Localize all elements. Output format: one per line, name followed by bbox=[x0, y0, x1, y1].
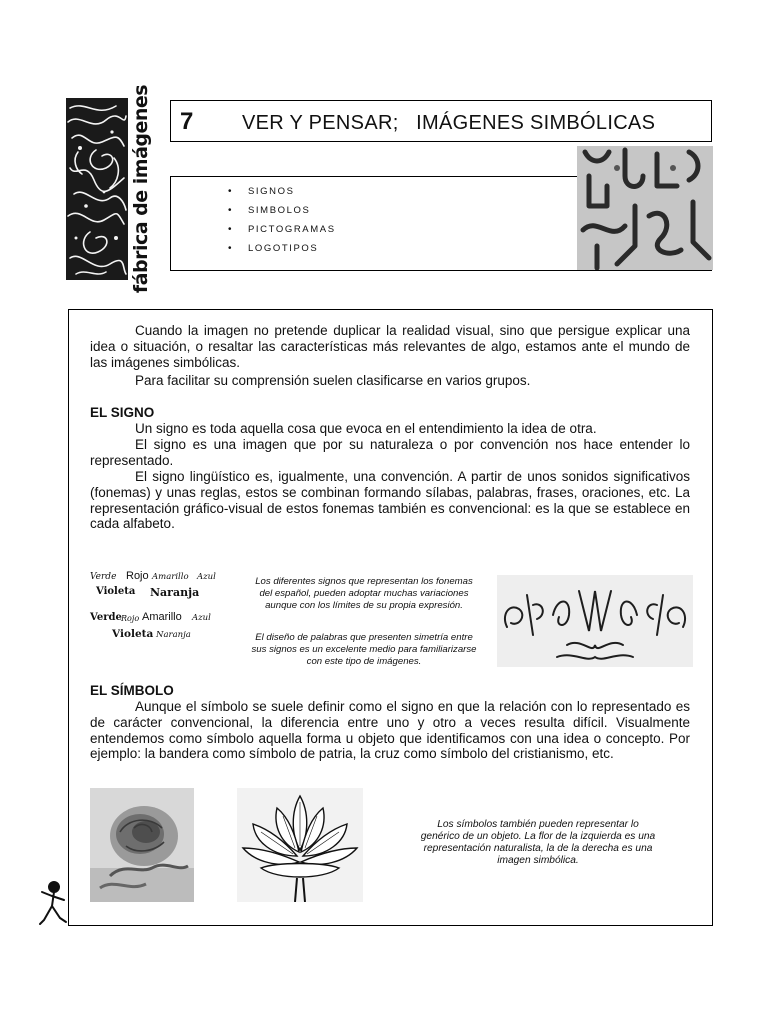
simbolo-caption: Los símbolos también pueden representar lo genérico de un objeto. La flor de la izquierda es una representación naturalista, la de la derecha es una imagen simbólica. bbox=[420, 819, 656, 866]
section-heading-simbolo: EL SÍMBOLO bbox=[90, 683, 174, 698]
sample-word: Amarillo bbox=[152, 572, 189, 582]
chapter-title: VER Y PENSAR; IMÁGENES SIMBÓLICAS bbox=[242, 112, 656, 134]
signo-paragraph-2: El signo es una imagen que por su naturaleza o por convención nos hace entender lo representado. bbox=[90, 437, 690, 468]
sample-word: Verde bbox=[90, 612, 122, 623]
signo-caption-2: El diseño de palabras que presenten simetría entre sus signos es un excelente medio para familiarizarse con este tipo de imágenes. bbox=[251, 632, 477, 667]
intro-paragraph-2: Para facilitar su comprensión suelen clasificarse en varios grupos. bbox=[135, 373, 531, 388]
vertical-title-text: fábrica de imágenes bbox=[130, 84, 152, 294]
rose-photo-image bbox=[90, 788, 194, 902]
lotus-engraving-image bbox=[237, 788, 363, 902]
topic-item: • PICTOGRAMAS bbox=[228, 220, 336, 239]
sample-word: Verde bbox=[90, 572, 117, 582]
abstract-painting-image bbox=[577, 146, 713, 270]
sample-word: Azul bbox=[192, 613, 211, 623]
sample-word: Naranja bbox=[150, 586, 200, 599]
signo-paragraph-1: Un signo es toda aquella cosa que evoca en el entendimiento la idea de otra. bbox=[135, 421, 597, 436]
chapter-number: 7 bbox=[180, 108, 194, 135]
signo-paragraph-3: El signo lingüístico es, igualmente, una convención. A partir de unos sonidos significativos (fonemas) y unas reglas, estos se combinan formando sílabas, palabras, frases, oraciones, etc. La representación gráfico-visual de estos fonemas también es convencional: es la que se establece en cada alfabeto. bbox=[90, 469, 690, 532]
intro-paragraph-1: Cuando la imagen no pretende duplicar la realidad visual, sino que persigue explicar una idea o situación, o resaltar las características más relevantes de algo, estamos ante el mundo de las imágenes simbólicas. bbox=[90, 323, 690, 370]
topic-item: • SIMBOLOS bbox=[228, 201, 336, 220]
topic-item: • SIGNOS bbox=[228, 182, 336, 201]
typographic-samples bbox=[90, 570, 218, 642]
vertical-book-title bbox=[124, 84, 158, 294]
decorative-pattern-image bbox=[66, 98, 128, 280]
sample-word: Violeta bbox=[96, 586, 136, 597]
topics-list bbox=[228, 182, 336, 258]
sample-word: Naranja bbox=[156, 630, 191, 640]
sample-word: Rojo bbox=[126, 570, 149, 582]
sample-word: Amarillo bbox=[142, 611, 182, 623]
human-figure-icon bbox=[38, 880, 70, 926]
simbolo-paragraph-1: Aunque el símbolo se suele definir como el signo en que la relación con lo representado es de carácter convencional, la diferencia entre uno y otro a veces resulta difícil. Visualmente entendemos como símbolo aquella forma u objeto que identificamos con una idea o concepto. Por ejemplo: la bandera como símbolo de patria, la cruz como símbolo del cristianismo, etc. bbox=[90, 699, 690, 762]
symmetric-lettering-image bbox=[497, 575, 693, 667]
sample-word: Violeta bbox=[112, 628, 154, 640]
sample-word: Rojo bbox=[121, 614, 140, 623]
topic-item: • LOGOTIPOS bbox=[228, 239, 336, 258]
signo-caption-1: Los diferentes signos que representan los fonemas del español, pueden adoptar muchas variaciones aunque con los límites de su propia expresión. bbox=[255, 576, 473, 611]
section-heading-signo: EL SIGNO bbox=[90, 405, 155, 420]
sample-word: Azul bbox=[197, 572, 216, 582]
